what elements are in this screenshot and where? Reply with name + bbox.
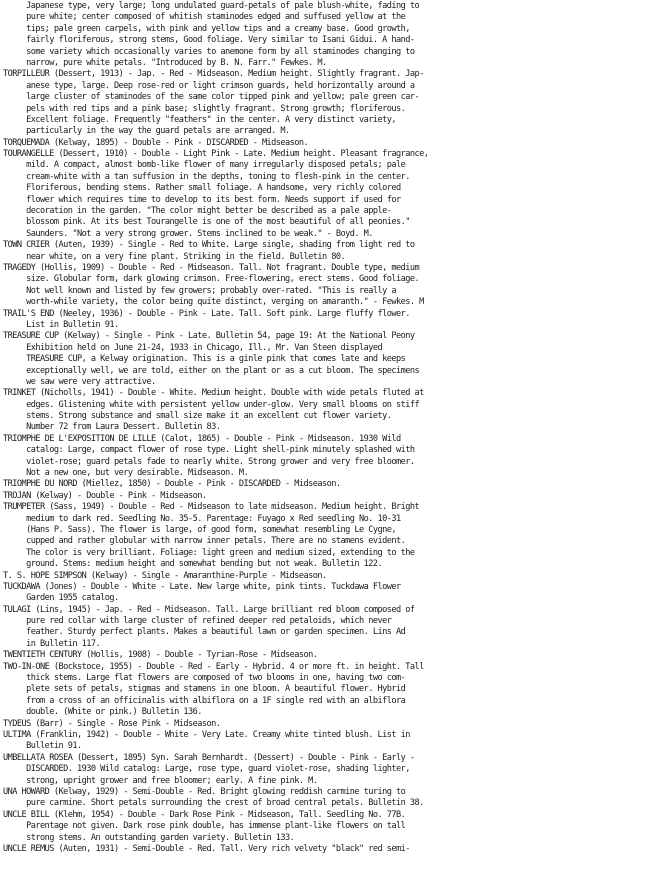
text-line: Exhibition held on June 21-24, 1933 in Chicago, Ill., Mr. Van Steen displayed (3, 342, 383, 353)
text-line: strong, upright grower and free bloomer; early. A fine pink. M. (3, 775, 318, 786)
text-line: we saw were very attractive. (3, 376, 156, 387)
text-line: near white, on a very fine plant. Striking in the field. Bulletin 80. (3, 251, 346, 262)
text-line: exceptionally well, we are told, either on the plant or as a cut bloom. The specimens (3, 365, 420, 376)
text-line: TOWN CRIER (Auten, 1939) - Single - Red to White. Large single, shading from light red to (3, 240, 415, 251)
text-line: UMBELLATA ROSEA (Dessert, 1895) Syn. Sarah Bernhardt. (Dessert) - Double - Pink - Early - (3, 752, 415, 763)
text-line: TRAGEDY (Hollis, 1909) - Double - Red - Midseason. Tall. Not fragrant. Double type, medium (3, 262, 420, 273)
text-line: TREASURE CUP (Kelway) - Single - Pink - Late. Bulletin 54, page 19: At the National Peony (3, 331, 415, 342)
text-line: some variety which occasionally varies to anemone form by all staminodes changing to (3, 46, 415, 57)
text-line: edges. Glistening white with persistent yellow under-glow. Very small blooms on stiff (3, 399, 420, 410)
text-line: violet-rose; guard petals fade to nearly white. Strong grower and very free bloomer. (3, 456, 415, 467)
text-line: Bulletin 91. (3, 741, 82, 752)
text-line: Parentage not given. Dark rose pink double, has immense plant-like flowers on tall (3, 821, 406, 832)
text-line: thick stems. Large flat flowers are composed of two blooms in one, having two com- (3, 673, 406, 684)
text-line: TRINKET (Nicholls, 1941) - Double - White. Medium height. Double with wide petals fluted at (3, 388, 424, 399)
text-line: UNCLE BILL (Klehm, 1954) - Double - Dark Rose Pink - Midseason, Tall. Seedling No. 77B. (3, 809, 406, 820)
text-line: TYDEUS (Barr) - Single - Rose Pink - Midseason. (3, 718, 221, 729)
text-line: DISCARDED. 1930 Wild catalog: Large, rose type, guard violet-rose, shading lighter, (3, 764, 410, 775)
text-line: medium to dark red. Seedling No. 35-5. Parentage: Fuyago x Red seedling No. 10-31 (3, 513, 401, 524)
text-line: pure red collar with large cluster of refined deeper red petaloids, which never (3, 616, 392, 627)
text-line: TREASURE CUP, a Kelway origination. This is a ginle pink that comes late and keeps (3, 354, 406, 365)
text-line: (Hans P. Sass). The flower is large, of good form, somewhat resembling Le Cygne, (3, 524, 397, 535)
text-line: TULAGI (Lins, 1945) - Jap. - Red - Midseason. Tall. Large brilliant red bloom composed of (3, 604, 415, 615)
text-line: decoration in the garden. "The color might better be described as a pale apple- (3, 206, 392, 217)
text-line: double. (White or pink.) Bulletin 136. (3, 707, 202, 718)
text-line: particularly in the way the guard petals are arranged. M. (3, 126, 290, 137)
text-line: Number 72 from Laura Dessert. Bulletin 83. (3, 422, 221, 433)
text-line: Not a new one, but very desirable. Midseason. M. (3, 468, 249, 479)
text-line: feather. Sturdy perfect plants. Makes a beautiful lawn or garden specimen. Lins Ad (3, 627, 406, 638)
text-line: cupped and rather globular with narrow inner petals. There are no stamens evident. (3, 536, 406, 547)
text-line: pure carmine. Short petals surrounding the crest of broad central petals. Bulletin 38. (3, 798, 424, 809)
text-line: TROJAN (Kelway) - Double - Pink - Midseason. (3, 490, 207, 501)
text-line: TRIOMPHE DE L'EXPOSITION DE LILLE (Calot, 1865) - Double - Pink - Midseason. 1930 Wild (3, 433, 401, 444)
text-line: fairly floriferous, strong stems, Good foliage. Very similar to Isani Gidui. A hand- (3, 35, 415, 46)
text-line: TUCKDAWA (Jones) - Double - White - Late. New large white, pink tints. Tuckdawa Flower (3, 581, 401, 592)
text-line: in Bulletin 117. (3, 638, 101, 649)
text-line: UNA HOWARD (Kelway, 1929) - Semi-Double - Red. Bright glowing reddish carmine turing to (3, 786, 406, 797)
text-line: pels with red tips and a pink base; slightly fragrant. Strong growth; floriferous. (3, 103, 406, 114)
text-line: TRIOMPHE DU NORD (Miellez, 1850) - Double - Pink - DISCARDED - Midseason. (3, 479, 341, 490)
text-line: TORPILLEUR (Dessert, 1913) - Jap. - Red - Midseason. Medium height. Slightly fragrant. Jap- (3, 69, 424, 80)
text-line: Japanese type, very large; long undulated guard-petals of pale blush-white, fading to (3, 1, 420, 11)
text-line: Garden 1955 catalog. (3, 593, 119, 604)
text-line: from a cross of an officinalis with albiflora on a 1F single red with an albiflora (3, 695, 406, 706)
text-line: worth-while variety, the color being quite distinct, verging on amaranth." - Fewkes. M (3, 297, 424, 308)
document-page (3, 1, 649, 855)
text-line: TRUMPETER (Sass, 1949) - Double - Red - Midseason to late midseason. Medium height. Bright (3, 502, 420, 513)
text-line: cream-white with a tan suffusion in the depths, toning to flesh-pink in the center. (3, 171, 410, 182)
text-line: mild. A compact, almost bomb-like flower of many irregularly disposed petals; pale (3, 160, 406, 171)
text-line: ULTIMA (Franklin, 1942) - Double - White - Very Late. Creamy white tinted blush. List in (3, 730, 410, 740)
text-line: TWENTIETH CENTURY (Hollis, 1908) - Double - Tyrian-Rose - Midseason. (3, 650, 318, 661)
text-line: Saunders. "Not a very strong grower. Stems inclined to be weak." - Boyd. M. (3, 228, 373, 239)
text-line: flower which requires time to develop to its best form. Needs support if used for (3, 194, 401, 205)
text-line: Floriferous, bending stems. Rather small foliage. A handsome, very richly colored (3, 183, 401, 194)
text-line: The color is very brilliant. Foliage: light green and medium sized, extending to the (3, 547, 415, 558)
text-line: pure white; center composed of whitish staminodes edged and suffused yellow at the (3, 12, 406, 23)
text-line: T. S. HOPE SIMPSON (Kelway) - Single - Amaranthine-Purple - Midseason. (3, 570, 327, 581)
text-line: catalog: Large, compact flower of rose type. Light shell-pink minutely splashed with (3, 445, 415, 456)
text-line: large cluster of staminodes of the same color tipped pink and yellow; pale green car- (3, 92, 420, 103)
text-line: anese type, large. Deep rose-red or light crimson guards, held horizontally around a (3, 80, 415, 91)
text-line: strong stems. An outstanding garden variety. Bulletin 133. (3, 832, 295, 843)
text-line: TWO-IN-ONE (Bockstoce, 1955) - Double - Red - Early - Hybrid. 4 or more ft. in height. Tall (3, 661, 424, 672)
text-line: Not well known and listed by few growers; probably over-rated. "This is really a (3, 285, 397, 296)
text-line: TRAIL'S END (Neeley, 1936) - Double - Pink - Late. Tall. Soft pink. Large fluffy flower. (3, 308, 410, 319)
text-line: TORQUEMADA (Kelway, 1895) - Double - Pink - DISCARDED - Midseason. (3, 137, 309, 148)
text-line: UNCLE REMUS (Auten, 1931) - Semi-Double - Red. Tall. Very rich velvety "black" red semi- (3, 843, 410, 854)
text-line: narrow, pure white petals. "Introduced by B. N. Farr." Fewkes. M. (3, 57, 327, 68)
text-line: size. Globular form, dark glowing crimson. Free-flowering, erect stems. Good foliage. (3, 274, 420, 285)
text-line: Excellent foliage. Frequently "feathers" in the center. A very distinct variety, (3, 114, 397, 125)
text-line: ground. Stems: medium height and somewhat bending but not weak. Bulletin 122. (3, 559, 383, 570)
text-line: tips; pale green carpels, with pink and yellow tips and a creamy base. Good growth, (3, 23, 410, 34)
text-line: blossom pink. At its best Tourangelle is one of the most beautiful of all peonies." (3, 217, 410, 228)
text-line: List in Bulletin 91. (3, 319, 119, 330)
text-line: plete sets of petals, stigmas and stamens in one bloom. A beautiful flower. Hybrid (3, 684, 406, 695)
text-line: stems. Strong substance and small size make it an excellent cut flower variety. (3, 411, 392, 422)
text-line: TOURANGELLE (Dessert, 1910) - Double - Light Pink - Late. Medium height. Pleasant fragrance, (3, 149, 429, 160)
